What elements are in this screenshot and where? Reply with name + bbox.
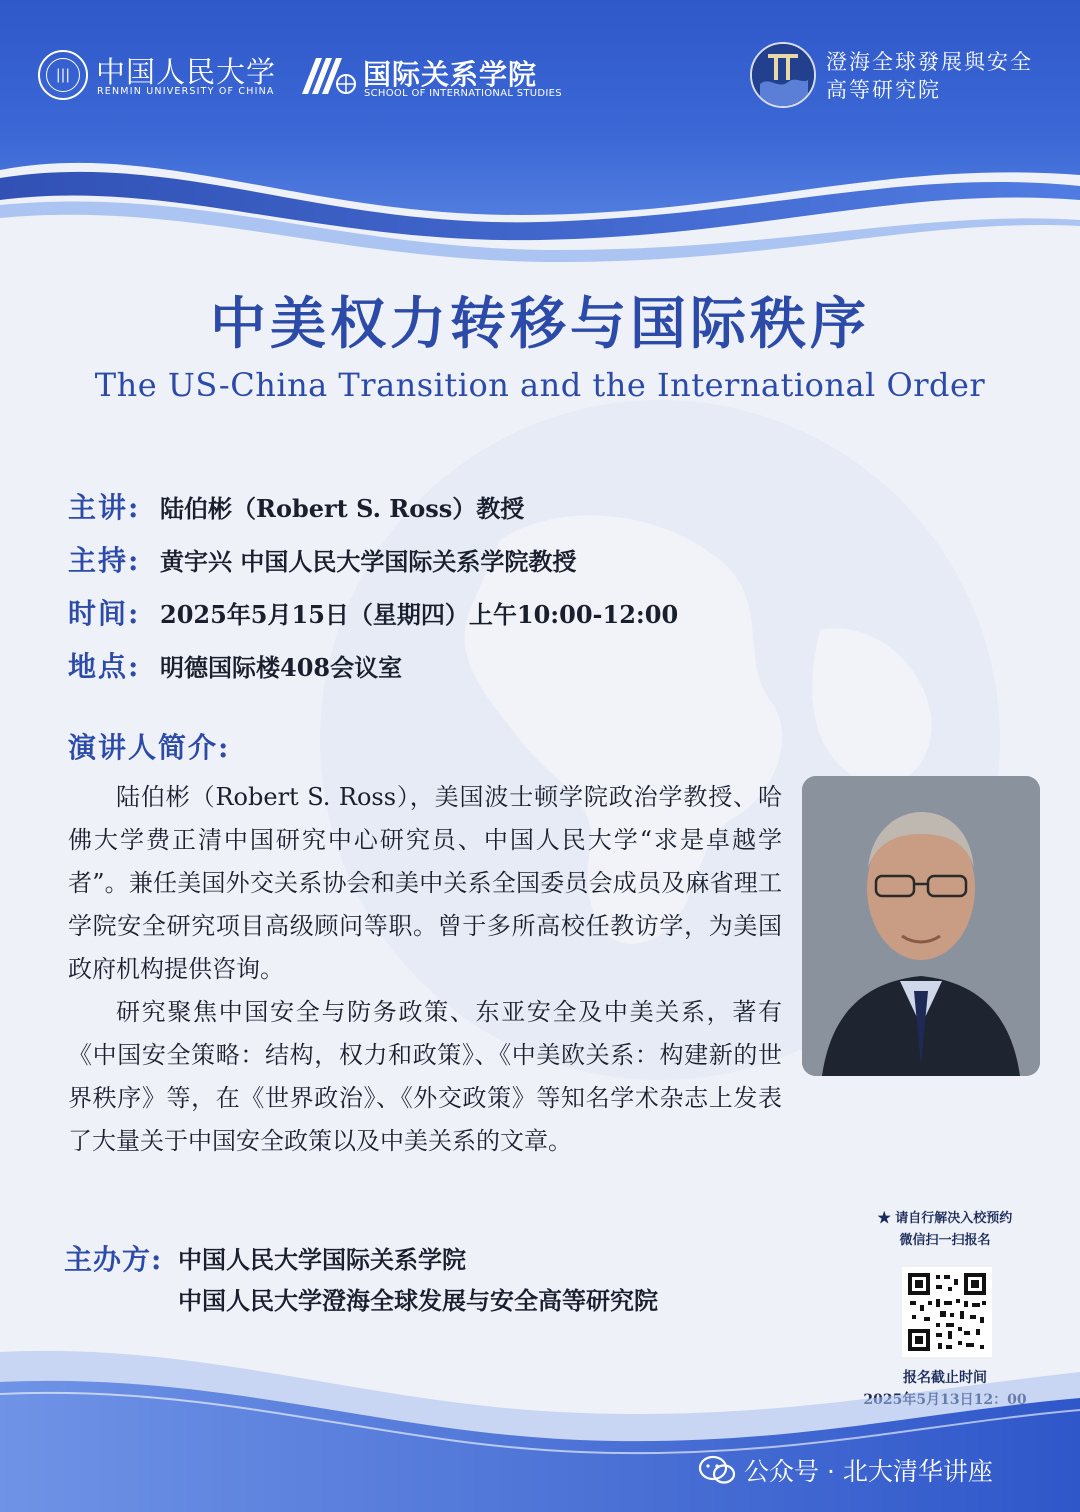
info-row-host [68, 539, 576, 579]
registration-note-line2: 微信扫一扫报名 [899, 1233, 991, 1248]
title-cn: 中美权力转移与国际秩序 [210, 291, 870, 357]
header-wave [0, 0, 1080, 290]
watermark-text: 公众号 · 北大清华讲座 [744, 1457, 993, 1486]
wechat-icon [698, 1455, 736, 1485]
info-value: 2025年5月15日（星期四）上午10:00-12:00 [160, 600, 679, 629]
ruc-seal-icon: ||| [38, 50, 88, 100]
info-row-time [68, 592, 678, 632]
school-name-en: SCHOOL OF INTERNATIONAL STUDIES [364, 88, 562, 99]
registration-note [860, 1208, 1030, 1252]
organizers-label: 主办方: [64, 1243, 163, 1276]
bio-paragraph-1: 陆伯彬（Robert S. Ross），美国波士顿学院政治学教授、哈佛大学费正清中国研究中心研究员、中国人民大学“求是卓越学者”。兼任美国外交关系协会和美中关系全国委员会成员及麻省理工学院安全研究项目高级顾问等职。曾于多所高校任教访学，为美国政府机构提供咨询。 [68, 783, 782, 983]
bio-text [68, 776, 782, 1163]
deadline-label: 报名截止时间 [903, 1370, 987, 1386]
info-value: 黄宇兴 中国人民大学国际关系学院教授 [160, 547, 577, 576]
info-label: 地点: [68, 650, 141, 683]
organizer-line-2: 中国人民大学澄海全球发展与安全高等研究院 [178, 1286, 658, 1315]
bio-paragraph-2: 研究聚焦中国安全与防务政策、东亚安全及中美关系，著有《中国安全策略：结构，权力和政策》、《中美欧关系：构建新的世界秩序》等，在《世界政治》、《外交政策》等知名学术杂志上发表了大量关于中国安全政策以及中美关系的文章。 [68, 998, 782, 1155]
info-value: 明德国际楼408会议室 [160, 653, 403, 682]
university-name-en: RENMIN UNIVERSITY OF CHINA [97, 86, 275, 97]
institute-seal-icon [750, 42, 816, 108]
speaker-photo [802, 776, 1040, 1076]
university-name-cn: 中国人民大学 [96, 55, 277, 89]
watermark [698, 1450, 993, 1490]
info-label: 主持: [68, 544, 141, 577]
info-row-speaker [68, 486, 524, 526]
registration-note-line1: ★ 请自行解决入校预约 [877, 1211, 1013, 1226]
info-label: 主讲: [68, 491, 141, 524]
bio-heading: 演讲人简介: [68, 731, 231, 764]
school-name-cn: 国际关系学院 [363, 58, 538, 91]
title-en: The US-China Transition and the International Order [94, 366, 986, 404]
info-label: 时间: [68, 597, 141, 630]
sis-logo-icon [298, 56, 358, 96]
info-row-location [68, 645, 402, 685]
info-value: 陆伯彬（Robert S. Ross）教授 [160, 494, 525, 523]
institute-name-line1: 澄海全球發展與安全 [826, 50, 1033, 74]
institute-name [826, 48, 1046, 104]
institute-name-line2: 高等研究院 [826, 78, 941, 102]
organizer-line-1: 中国人民大学国际关系学院 [178, 1245, 466, 1274]
